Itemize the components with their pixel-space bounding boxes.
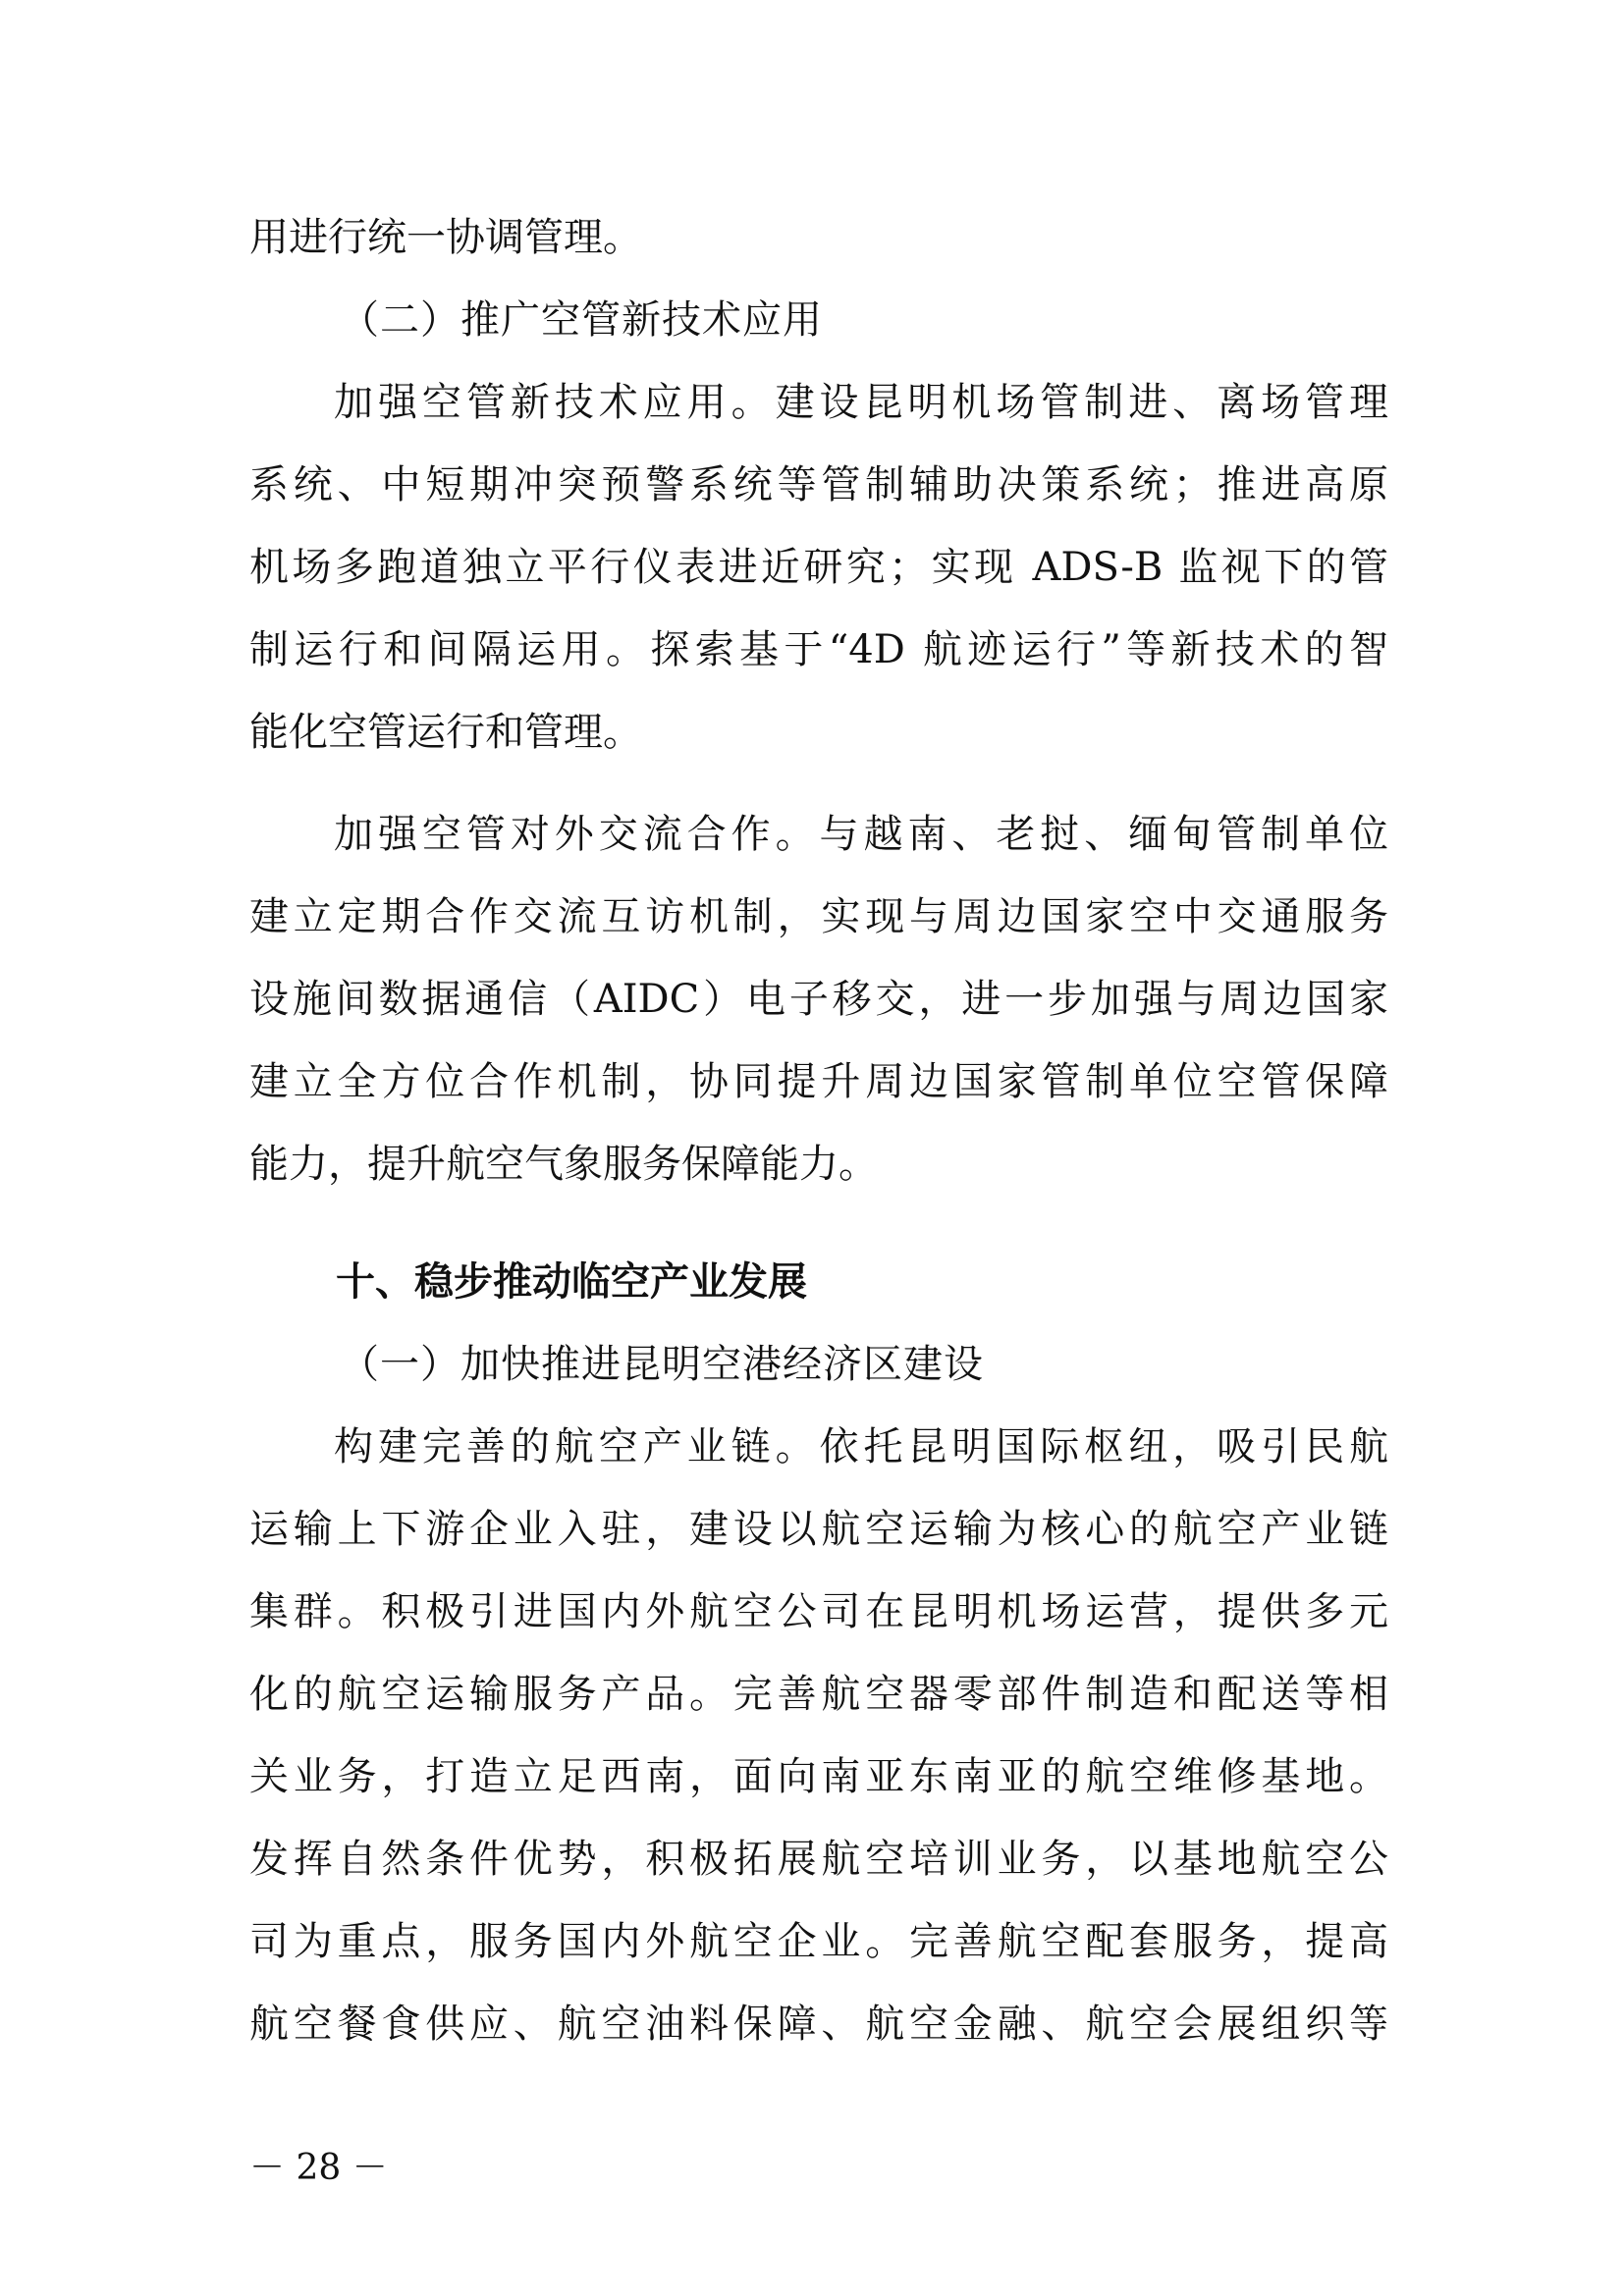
paragraph-line: 化的航空运输服务产品。完善航空器零部件制造和配送等相	[249, 1672, 1388, 1717]
section-heading: （二）推广空管新技术应用	[340, 297, 823, 343]
paragraph-line: 制运行和间隔运用。探索基于“4D 航迹运行”等新技术的智	[249, 627, 1388, 672]
paragraph-line: 发挥自然条件优势，积极拓展航空培训业务，以基地航空公	[249, 1837, 1388, 1882]
page-number: － 28 －	[249, 2148, 388, 2188]
paragraph-line: 系统、中短期冲突预警系统等管制辅助决策系统；推进高原	[249, 462, 1388, 507]
section-heading: （一）加快推进昆明空港经济区建设	[340, 1342, 984, 1387]
paragraph-line: 集群。积极引进国内外航空公司在昆明机场运营，提供多元	[249, 1589, 1388, 1634]
paragraph-line: 能力，提升航空气象服务保障能力。	[249, 1142, 878, 1187]
paragraph-line: 用进行统一协调管理。	[249, 215, 642, 260]
paragraph-line: 运输上下游企业入驻，建设以航空运输为核心的航空产业链	[249, 1507, 1388, 1552]
document-body	[249, 196, 1388, 2065]
paragraph-line: 司为重点，服务国内外航空企业。完善航空配套服务，提高	[249, 1919, 1388, 1964]
paragraph-line: 设施间数据通信（AIDC）电子移交，进一步加强与周边国家	[249, 977, 1388, 1022]
paragraph-line: 加强空管对外交流合作。与越南、老挝、缅甸管制单位	[334, 812, 1388, 857]
paragraph-line: 能化空管运行和管理。	[249, 710, 642, 755]
paragraph-line: 关业务，打造立足西南，面向南亚东南亚的航空维修基地。	[249, 1754, 1388, 1799]
paragraph-line: 建立定期合作交流互访机制，实现与周边国家空中交通服务	[249, 894, 1388, 939]
paragraph-line: 航空餐食供应、航空油料保障、航空金融、航空会展组织等	[249, 2002, 1388, 2047]
paragraph-line: 构建完善的航空产业链。依托昆明国际枢纽，吸引民航	[334, 1424, 1388, 1469]
paragraph-line: 加强空管新技术应用。建设昆明机场管制进、离场管理	[334, 380, 1388, 425]
paragraph-line: 建立全方位合作机制，协同提升周边国家管制单位空管保障	[249, 1059, 1388, 1104]
paragraph-line: 机场多跑道独立平行仪表进近研究；实现 ADS-B 监视下的管	[249, 545, 1388, 590]
chapter-heading: 十、稳步推动临空产业发展	[336, 1259, 807, 1305]
